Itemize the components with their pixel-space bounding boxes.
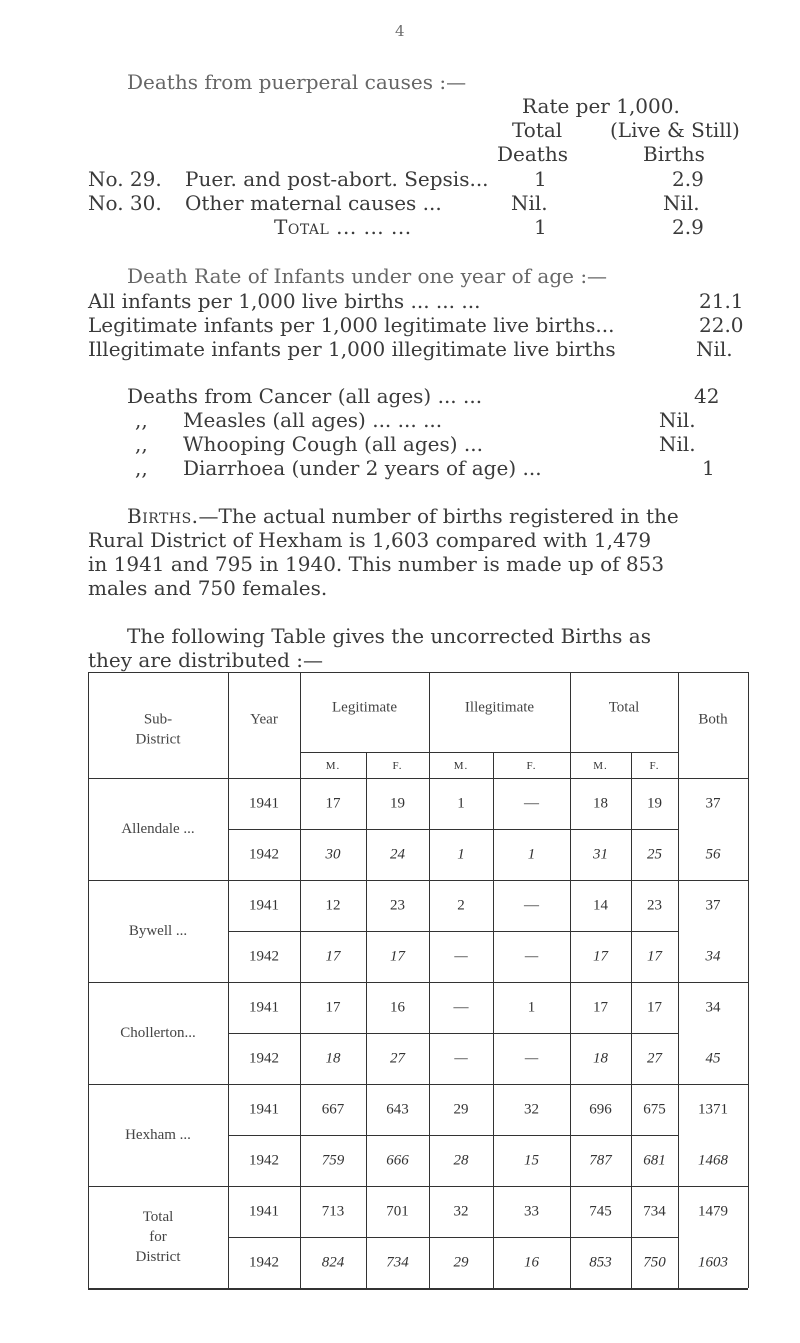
row-divider xyxy=(228,1033,678,1034)
column-divider xyxy=(678,672,679,1288)
infant-row-value: Nil. xyxy=(696,337,733,361)
data-cell: 33 xyxy=(524,1203,539,1219)
data-cell: 734 xyxy=(386,1254,409,1270)
data-cell: 1479 xyxy=(698,1203,728,1219)
data-cell: 32 xyxy=(453,1203,469,1219)
group-divider xyxy=(88,1084,748,1085)
row-divider xyxy=(228,931,678,932)
data-cell: — xyxy=(524,897,539,913)
infant-row-value: 22.0 xyxy=(699,313,744,337)
sub-district-name xyxy=(136,1207,181,1267)
sub-district-name-line: for xyxy=(149,1229,167,1245)
infant-row-label: All infants per 1,000 live births ... ... ... xyxy=(88,289,481,313)
table-border-left xyxy=(88,672,89,1288)
column-divider xyxy=(631,752,632,1288)
female-header: F. xyxy=(649,760,660,772)
data-cell: 713 xyxy=(321,1203,345,1219)
data-cell: — xyxy=(454,1050,468,1066)
data-cell: 1371 xyxy=(698,1101,728,1117)
deaths-row-value: 1 xyxy=(702,456,715,480)
data-cell: 45 xyxy=(705,1050,721,1066)
data-cell: 681 xyxy=(643,1152,666,1168)
ditto-mark: ,, xyxy=(135,456,148,480)
data-cell: 701 xyxy=(386,1203,409,1219)
ditto-mark: ,, xyxy=(135,408,148,432)
header-divider xyxy=(300,752,678,753)
data-cell: 759 xyxy=(321,1152,345,1168)
data-cell: 16 xyxy=(524,1254,539,1270)
data-cell: 29 xyxy=(453,1101,469,1117)
table-intro-line-2: they are distributed :— xyxy=(88,648,323,672)
data-cell: 1 xyxy=(527,999,536,1015)
puerperal-row-rate: 2.9 xyxy=(672,167,704,191)
data-cell: 25 xyxy=(647,846,662,862)
births-table xyxy=(88,672,748,1286)
year-cell: 1941 xyxy=(249,897,279,913)
sub-district-name-line: Chollerton... xyxy=(120,1025,196,1041)
data-cell: 24 xyxy=(390,846,405,862)
puerperal-row-deaths: Nil. xyxy=(511,191,548,215)
data-cell: 17 xyxy=(647,948,662,964)
illegitimate-header: Illegitimate xyxy=(464,699,535,716)
births-line-4: males and 750 females. xyxy=(88,576,328,600)
row-divider xyxy=(228,1135,678,1136)
table-border-top xyxy=(88,672,748,673)
year-cell: 1941 xyxy=(249,1203,279,1219)
ditto-mark: ,, xyxy=(135,432,148,456)
data-cell: 19 xyxy=(647,795,662,811)
table-border-right xyxy=(748,672,749,1288)
infant-heading: Death Rate of Infants under one year of age :— xyxy=(127,264,608,288)
group-divider xyxy=(88,880,748,881)
data-cell: 18 xyxy=(325,1050,341,1066)
data-cell: 12 xyxy=(325,897,341,913)
data-cell: 745 xyxy=(589,1203,612,1219)
births-line-3: in 1941 and 795 in 1940. This number is made up of 853 xyxy=(88,552,665,576)
column-divider xyxy=(366,752,367,1288)
row-divider xyxy=(228,1237,678,1238)
sub-district-name xyxy=(120,1023,195,1043)
year-cell: 1941 xyxy=(249,795,279,811)
year-cell: 1941 xyxy=(249,1101,279,1117)
data-cell: 30 xyxy=(325,846,341,862)
data-cell: 27 xyxy=(390,1050,405,1066)
both-header: Both xyxy=(698,711,728,728)
column-divider xyxy=(429,672,430,1288)
data-cell: 29 xyxy=(453,1254,469,1270)
total-header: Total xyxy=(512,118,563,142)
deaths-row-value: Nil. xyxy=(659,432,696,456)
data-cell: 853 xyxy=(589,1254,612,1270)
data-cell: 32 xyxy=(524,1101,539,1117)
sub-district-header: District xyxy=(135,731,181,748)
male-header: M. xyxy=(593,760,608,772)
puerperal-heading: Deaths from puerperal causes :— xyxy=(127,70,467,94)
data-cell: 675 xyxy=(643,1101,666,1117)
data-cell: 31 xyxy=(593,846,608,862)
births-line-2: Rural District of Hexham is 1,603 compared with 1,479 xyxy=(88,528,652,552)
deaths-row-value: 42 xyxy=(694,384,720,408)
data-cell: 23 xyxy=(390,897,405,913)
puerperal-total-deaths: 1 xyxy=(534,215,547,239)
page-number: 4 xyxy=(395,22,405,40)
year-header: Year xyxy=(250,711,278,728)
year-cell: 1942 xyxy=(249,1254,279,1270)
data-cell: 16 xyxy=(390,999,405,1015)
infant-row-label: Illegitimate infants per 1,000 illegitimate live births xyxy=(88,337,616,361)
year-cell: 1941 xyxy=(249,999,279,1015)
year-cell: 1942 xyxy=(249,948,279,964)
data-cell: 15 xyxy=(524,1152,539,1168)
female-header: F. xyxy=(392,760,403,772)
column-divider xyxy=(493,752,494,1288)
data-cell: 37 xyxy=(705,897,721,913)
sub-district-header: Sub- xyxy=(143,711,173,728)
births-header-2: Births xyxy=(643,142,705,166)
data-cell: 17 xyxy=(325,795,341,811)
data-cell: 17 xyxy=(593,999,608,1015)
data-cell: 23 xyxy=(647,897,662,913)
sub-district-name-line: Total xyxy=(142,1209,174,1225)
data-cell: 1468 xyxy=(698,1152,728,1168)
sub-district-name-line: Hexham ... xyxy=(125,1127,191,1143)
data-cell: 56 xyxy=(705,846,721,862)
data-cell: — xyxy=(524,795,539,811)
deaths-row-label: Diarrhoea (under 2 years of age) ... xyxy=(183,456,542,480)
data-cell: 17 xyxy=(647,999,662,1015)
data-cell: 37 xyxy=(705,795,721,811)
year-cell: 1942 xyxy=(249,1152,279,1168)
data-cell: 19 xyxy=(390,795,405,811)
rate-header: Rate per 1,000. xyxy=(522,94,680,118)
puerperal-row-rate: Nil. xyxy=(663,191,700,215)
data-cell: 696 xyxy=(589,1101,612,1117)
data-cell: 14 xyxy=(593,897,608,913)
column-divider xyxy=(300,672,301,1288)
deaths-header: Deaths xyxy=(497,142,568,166)
male-header: M. xyxy=(325,760,341,772)
sub-district-name xyxy=(121,819,194,839)
table-intro-line-1: The following Table gives the uncorrected Births as xyxy=(127,624,651,648)
data-cell: 28 xyxy=(453,1152,469,1168)
births-header: (Live & Still) xyxy=(610,118,740,142)
group-divider xyxy=(88,1186,748,1187)
data-cell: — xyxy=(454,948,468,964)
data-cell: 734 xyxy=(643,1203,666,1219)
data-cell: 666 xyxy=(386,1152,409,1168)
puerperal-total-label: Total ... ... ... xyxy=(274,215,412,239)
sub-district-name-line: Bywell ... xyxy=(128,923,188,939)
data-cell: 750 xyxy=(643,1254,666,1270)
data-cell: 1603 xyxy=(698,1254,728,1270)
infant-row-label: Legitimate infants per 1,000 legitimate live births... xyxy=(88,313,615,337)
column-divider xyxy=(570,672,571,1288)
year-cell: 1942 xyxy=(249,1050,279,1066)
total-header: Total xyxy=(608,699,640,716)
data-cell: — xyxy=(524,948,539,964)
sub-district-name xyxy=(129,921,187,941)
deaths-row-label: Deaths from Cancer (all ages) ... ... xyxy=(127,384,483,408)
data-cell: 17 xyxy=(593,948,608,964)
deaths-row-value: Nil. xyxy=(659,408,696,432)
data-cell: 17 xyxy=(325,999,341,1015)
data-cell: 1 xyxy=(457,795,465,811)
data-cell: 643 xyxy=(386,1101,409,1117)
deaths-row-label: Whooping Cough (all ages) ... xyxy=(183,432,483,456)
data-cell: 17 xyxy=(325,948,341,964)
data-cell: 18 xyxy=(593,795,608,811)
puerperal-row-deaths: 1 xyxy=(534,167,547,191)
data-cell: 1 xyxy=(527,846,536,862)
header-bottom-rule xyxy=(88,778,748,779)
male-header: M. xyxy=(453,760,469,772)
births-line-1: —The actual number of births registered in the xyxy=(198,504,679,528)
data-cell: 34 xyxy=(705,999,721,1015)
sub-district-name-line: District xyxy=(135,1249,181,1265)
puerperal-row-label: Puer. and post-abort. Sepsis... xyxy=(185,167,489,191)
infant-row-value: 21.1 xyxy=(699,289,744,313)
data-cell: 667 xyxy=(321,1101,345,1117)
sub-district-name-line: Allendale ... xyxy=(121,821,195,837)
column-divider xyxy=(228,672,229,1288)
year-cell: 1942 xyxy=(249,846,279,862)
female-header: F. xyxy=(526,760,537,772)
sub-district-name xyxy=(125,1125,191,1145)
table-border-bottom xyxy=(88,1288,748,1290)
data-cell: — xyxy=(453,999,469,1015)
puerperal-total-rate: 2.9 xyxy=(672,215,704,239)
data-cell: 824 xyxy=(321,1254,345,1270)
births-lead: Births. xyxy=(127,504,199,528)
puerperal-row-no: No. 29. xyxy=(88,167,162,191)
data-cell: 787 xyxy=(589,1152,612,1168)
data-cell: 2 xyxy=(457,897,465,913)
data-cell: 17 xyxy=(390,948,405,964)
deaths-row-label: Measles (all ages) ... ... ... xyxy=(183,408,443,432)
group-divider xyxy=(88,982,748,983)
data-cell: 1 xyxy=(457,846,465,862)
row-divider xyxy=(228,829,678,830)
births-paragraph-line xyxy=(127,504,679,528)
legitimate-header: Legitimate xyxy=(332,699,397,716)
puerperal-row-label: Other maternal causes ... xyxy=(185,191,442,215)
puerperal-row-no: No. 30. xyxy=(88,191,162,215)
data-cell: 18 xyxy=(593,1050,608,1066)
data-cell: 34 xyxy=(705,948,721,964)
data-cell: 27 xyxy=(647,1050,662,1066)
data-cell: — xyxy=(524,1050,539,1066)
